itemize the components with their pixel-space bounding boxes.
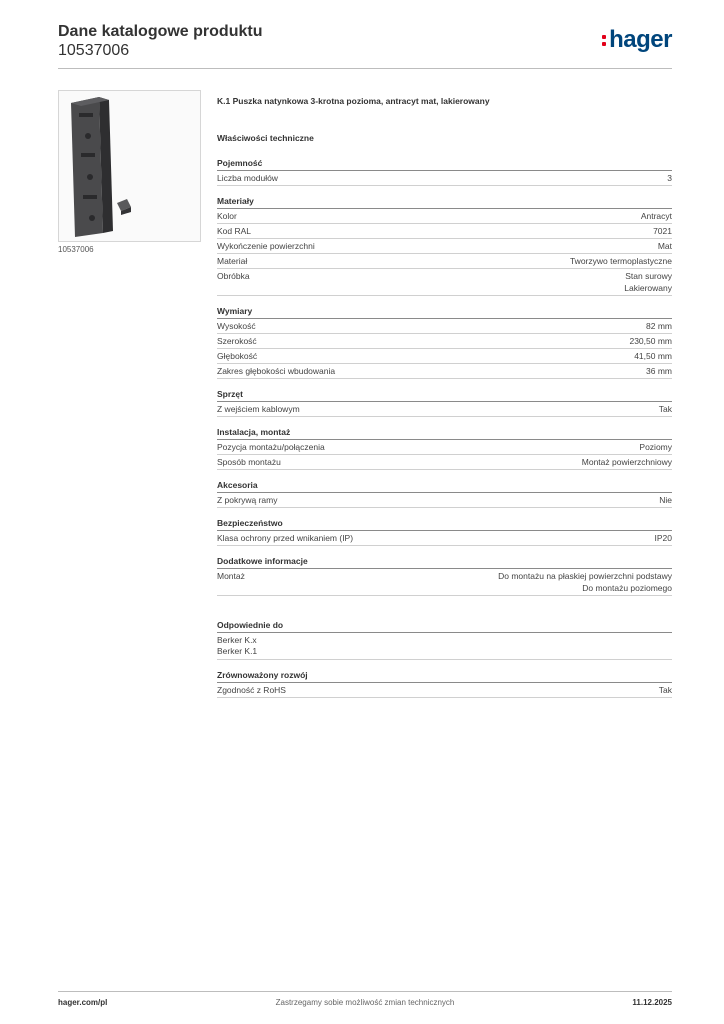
property-value-line: Lakierowany — [624, 283, 672, 293]
property-value-line: Do montażu na płaskiej powierzchni podstawy — [498, 571, 672, 581]
property-label: Kolor — [217, 211, 237, 221]
property-label: Z wejściem kablowym — [217, 404, 300, 414]
property-value — [629, 335, 672, 347]
property-row — [217, 455, 672, 470]
group-title: Materiały — [217, 195, 672, 209]
group-title: Instalacja, montaż — [217, 426, 672, 440]
property-value-line: Nie — [659, 495, 672, 505]
property-value-line: IP20 — [654, 533, 672, 543]
property-group — [217, 157, 672, 186]
suitable-list — [217, 633, 672, 660]
property-value-line: 3 — [667, 173, 672, 183]
hager-logo[interactable] — [602, 26, 672, 54]
image-caption: 10537006 — [58, 245, 94, 254]
footer-website-link[interactable]: hager.com/pl — [58, 998, 108, 1007]
property-row — [217, 402, 672, 417]
property-row — [217, 349, 672, 364]
property-row — [217, 224, 672, 239]
property-value-line: Tak — [658, 404, 672, 414]
property-row — [217, 254, 672, 269]
box-illustration-icon — [59, 91, 200, 241]
property-row — [217, 493, 672, 508]
property-group — [217, 305, 672, 379]
property-label: Obróbka — [217, 271, 250, 281]
property-label: Klasa ochrony przed wnikaniem (IP) — [217, 533, 354, 543]
property-row — [217, 683, 672, 698]
property-group — [217, 195, 672, 296]
property-value-line: Do montażu poziomego — [582, 583, 672, 593]
property-value — [646, 320, 672, 332]
property-value — [570, 255, 672, 267]
property-label: Liczba modułów — [217, 173, 278, 183]
property-value — [653, 225, 672, 237]
property-value-line: Tworzywo termoplastyczne — [569, 256, 672, 266]
property-value-line: Mat — [657, 241, 672, 251]
property-row — [217, 531, 672, 546]
property-row — [217, 440, 672, 455]
group-title: Wymiary — [217, 305, 672, 319]
property-value — [646, 365, 672, 377]
suitable-for-group — [217, 619, 672, 660]
property-group — [217, 555, 672, 596]
property-row — [217, 319, 672, 334]
header-divider — [58, 68, 672, 69]
property-row — [217, 171, 672, 186]
group-title: Akcesoria — [217, 479, 672, 493]
property-value: Tak — [658, 685, 672, 695]
document-header — [58, 22, 672, 70]
property-label: Zakres głębokości wbudowania — [217, 366, 336, 376]
group-title: Sprzęt — [217, 388, 672, 402]
property-label: Montaż — [217, 571, 245, 581]
property-value-line: 230,50 mm — [629, 336, 672, 346]
property-group — [217, 517, 672, 546]
property-groups — [217, 157, 672, 596]
footer-divider — [58, 991, 672, 992]
property-value-line: 82 mm — [646, 321, 672, 331]
group-title: Dodatkowe informacje — [217, 555, 672, 569]
property-row — [217, 239, 672, 254]
property-label: Kod RAL — [217, 226, 252, 236]
property-label: Szerokość — [217, 336, 257, 346]
logo-dots-icon — [602, 32, 607, 49]
property-value — [658, 240, 672, 252]
product-details — [217, 94, 672, 707]
property-group — [217, 479, 672, 508]
group-title: Pojemność — [217, 157, 672, 171]
property-row — [217, 209, 672, 224]
property-value-line: 36 mm — [646, 366, 672, 376]
property-value-line: Montaż powierzchniowy — [581, 457, 672, 467]
property-value — [659, 494, 672, 506]
property-value-line: Antracyt — [640, 211, 672, 221]
product-number: 10537006 — [58, 42, 130, 59]
property-value — [641, 210, 672, 222]
property-value — [498, 570, 672, 594]
list-item: Berker K.1 — [217, 646, 258, 656]
group-title: Bezpieczeństwo — [217, 517, 672, 531]
property-group — [217, 388, 672, 417]
property-value-line: Poziomy — [639, 442, 672, 452]
properties-heading: Właściwości techniczne — [217, 133, 314, 143]
product-name: K.1 Puszka natynkowa 3-krotna pozioma, antracyt mat, lakierowany — [217, 96, 490, 106]
property-value — [659, 403, 672, 415]
product-image — [58, 90, 201, 242]
logo-text: hager — [609, 26, 672, 53]
property-row — [217, 269, 672, 296]
property-row — [217, 334, 672, 349]
property-row — [217, 569, 672, 596]
property-value-line: 41,50 mm — [634, 351, 672, 361]
property-value — [624, 270, 672, 294]
property-label: Pozycja montażu/połączenia — [217, 442, 325, 452]
property-value-line: Stan surowy — [625, 271, 672, 281]
footer-disclaimer: Zastrzegamy sobie możliwość zmian technicznych — [275, 998, 455, 1007]
list-item: Berker K.x — [217, 635, 257, 645]
property-value — [639, 441, 672, 453]
property-value — [582, 456, 672, 468]
property-label: Sposób montażu — [217, 457, 281, 467]
property-label: Z pokrywą ramy — [217, 495, 278, 505]
property-label: Zgodność z RoHS — [217, 685, 286, 695]
property-value — [667, 172, 672, 184]
footer-date: 11.12.2025 — [632, 998, 672, 1007]
property-row — [217, 364, 672, 379]
property-group — [217, 426, 672, 470]
property-label: Wysokość — [217, 321, 256, 331]
property-label: Głębokość — [217, 351, 258, 361]
document-title: Dane katalogowe produktu — [58, 23, 263, 40]
property-label: Materiał — [217, 256, 248, 266]
property-label: Wykończenie powierzchni — [217, 241, 315, 251]
property-value — [655, 532, 673, 544]
sustainability-group — [217, 669, 672, 698]
property-value — [634, 350, 672, 362]
property-value-line: 7021 — [653, 226, 672, 236]
group-title: Odpowiednie do — [217, 619, 672, 633]
group-title: Zrównoważony rozwój — [217, 669, 672, 683]
